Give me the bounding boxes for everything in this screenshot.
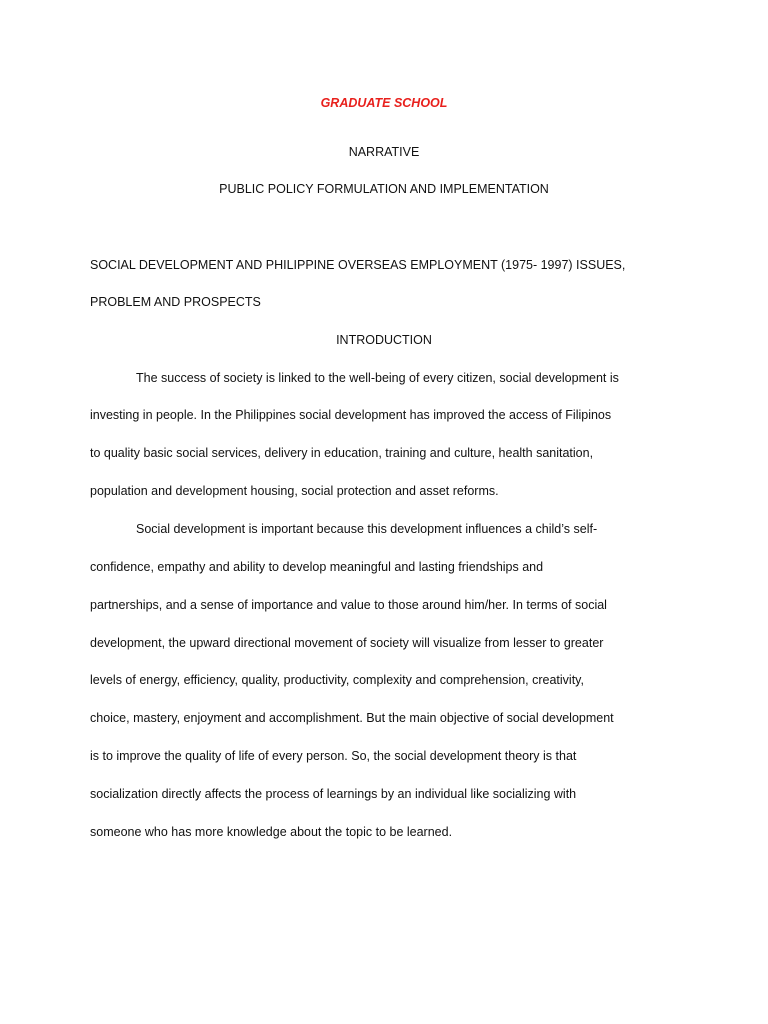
school-heading: GRADUATE SCHOOL <box>320 96 448 110</box>
paper-title-line-2: PROBLEM AND PROSPECTS <box>90 295 261 309</box>
paragraph-line: The success of society is linked to the well-being of every citizen, social development is <box>136 371 619 385</box>
paragraph-line: Social development is important because this development influences a child’s self- <box>136 522 598 536</box>
paragraph-line: levels of energy, efficiency, quality, productivity, complexity and comprehension, creativity, <box>90 673 584 687</box>
paragraph-line: socialization directly affects the process of learnings by an individual like socializing with <box>90 787 577 801</box>
document-type: NARRATIVE <box>348 145 420 159</box>
paragraph-line: partnerships, and a sense of importance and value to those around him/her. In terms of social <box>90 598 607 612</box>
section-heading: INTRODUCTION <box>336 333 432 347</box>
course-title: PUBLIC POLICY FORMULATION AND IMPLEMENTATION <box>219 182 549 196</box>
paper-title-line-1: SOCIAL DEVELOPMENT AND PHILIPPINE OVERSEAS EMPLOYMENT (1975- 1997) ISSUES, <box>90 258 626 272</box>
paragraph-line: is to improve the quality of life of every person. So, the social development theory is that <box>90 749 577 763</box>
paragraph-line: someone who has more knowledge about the topic to be learned. <box>90 825 453 839</box>
paragraph-line: confidence, empathy and ability to develop meaningful and lasting friendships and <box>90 560 544 574</box>
paragraph-line: population and development housing, social protection and asset reforms. <box>90 484 499 498</box>
paragraph-line: investing in people. In the Philippines social development has improved the access of Filipinos <box>90 408 612 422</box>
paragraph-line: development, the upward directional movement of society will visualize from lesser to greater <box>90 636 604 650</box>
paragraph-line: choice, mastery, enjoyment and accomplishment. But the main objective of social development <box>90 711 614 725</box>
paragraph-line: to quality basic social services, delivery in education, training and culture, health sanitation, <box>90 446 594 460</box>
